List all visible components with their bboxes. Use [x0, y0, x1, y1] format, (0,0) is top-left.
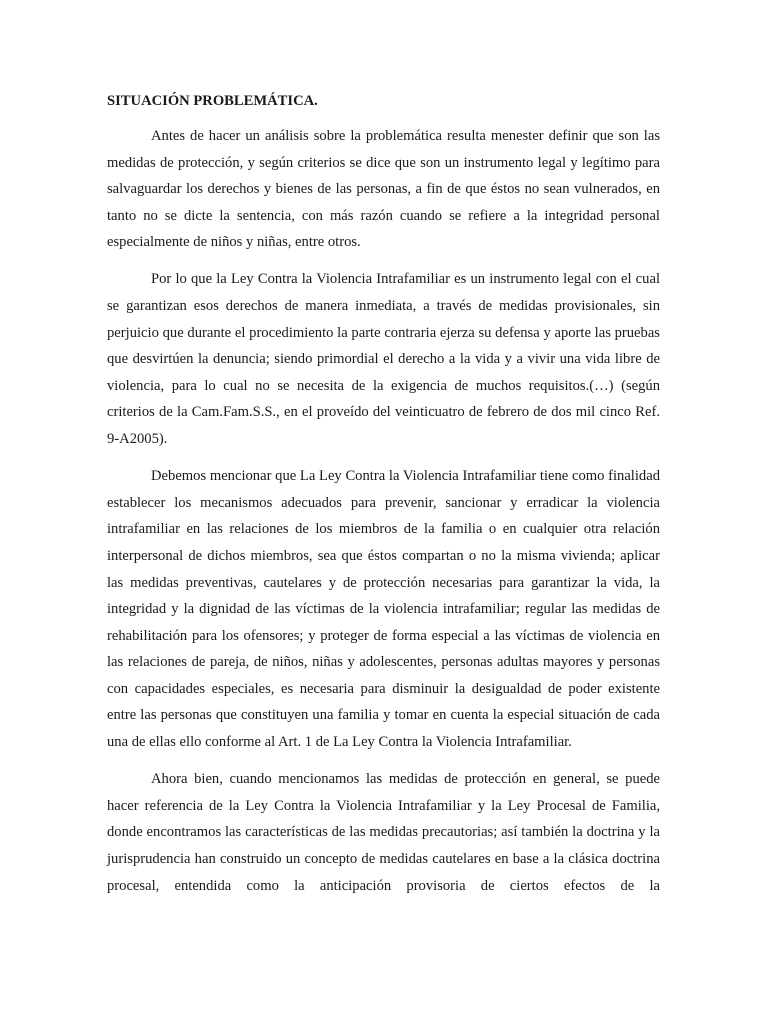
paragraph-3: Debemos mencionar que La Ley Contra la Violencia Intrafamiliar tiene como finalidad establecer los mecanismos adecuados para prevenir, sancionar y erradicar la violencia intrafamiliar en las relaciones de los miembros de la familia o en cualquier otra relación interpersonal de dichos miembros, sea que éstos compartan o no la misma vivienda; aplicar las medidas preventivas, cautelares y de protección necesarias para garantizar la vida, la integridad y la dignidad de las víctimas de la violencia intrafamiliar; regular las medidas de rehabilitación para los ofensores; y proteger de forma especial a las víctimas de violencia en las relaciones de pareja, de niños, niñas y adolescentes, personas adultas mayores y personas con capacidades especiales, es necesaria para disminuir la desigualdad de poder existente entre las personas que constituyen una familia y tomar en cuenta la especial situación de cada una de ellas ello conforme al Art. 1 de La Ley Contra la Violencia Intrafamiliar. [107, 468, 660, 751]
paragraph-1: Antes de hacer un análisis sobre la problemática resulta menester definir que son las medidas de protección, y según criterios se dice que son un instrumento legal y legítimo para salvaguardar los derechos y bienes de las personas, a fin de que éstos no sean vulnerados, en tanto no se dicte la sentencia, con más razón cuando se refiere a la integridad personal especialmente de niños y niñas, entre otros. [107, 128, 660, 251]
paragraph-2: Por lo que la Ley Contra la Violencia Intrafamiliar es un instrumento legal con el cual se garantizan esos derechos de manera inmediata, a través de medidas provisionales, sin perjuicio que durante el procedimiento la parte contraria ejerza su defensa y aporte las pruebas que desvirtúen la denuncia; siendo primordial el derecho a la vida y a vivir una vida libre de violencia, para lo cual no se necesita de la exigencia de muchos requisitos.(…) (según criterios de la Cam.Fam.S.S., en el proveído del veinticuatro de febrero de dos mil cinco Ref. 9-A2005). [107, 271, 660, 448]
document-body [107, 90, 660, 910]
paragraph-4: Ahora bien, cuando mencionamos las medidas de protección en general, se puede hacer referencia de la Ley Contra la Violencia Intrafamiliar y la Ley Procesal de Familia, donde encontramos las características de las medidas precautorias; así también la doctrina y la jurisprudencia han construido un concepto de medidas cautelares en base a la clásica doctrina procesal, entendida como la anticipación provisoria de ciertos efectos de la [107, 771, 660, 894]
section-title: SITUACIÓN PROBLEMÁTICA. [107, 93, 318, 109]
